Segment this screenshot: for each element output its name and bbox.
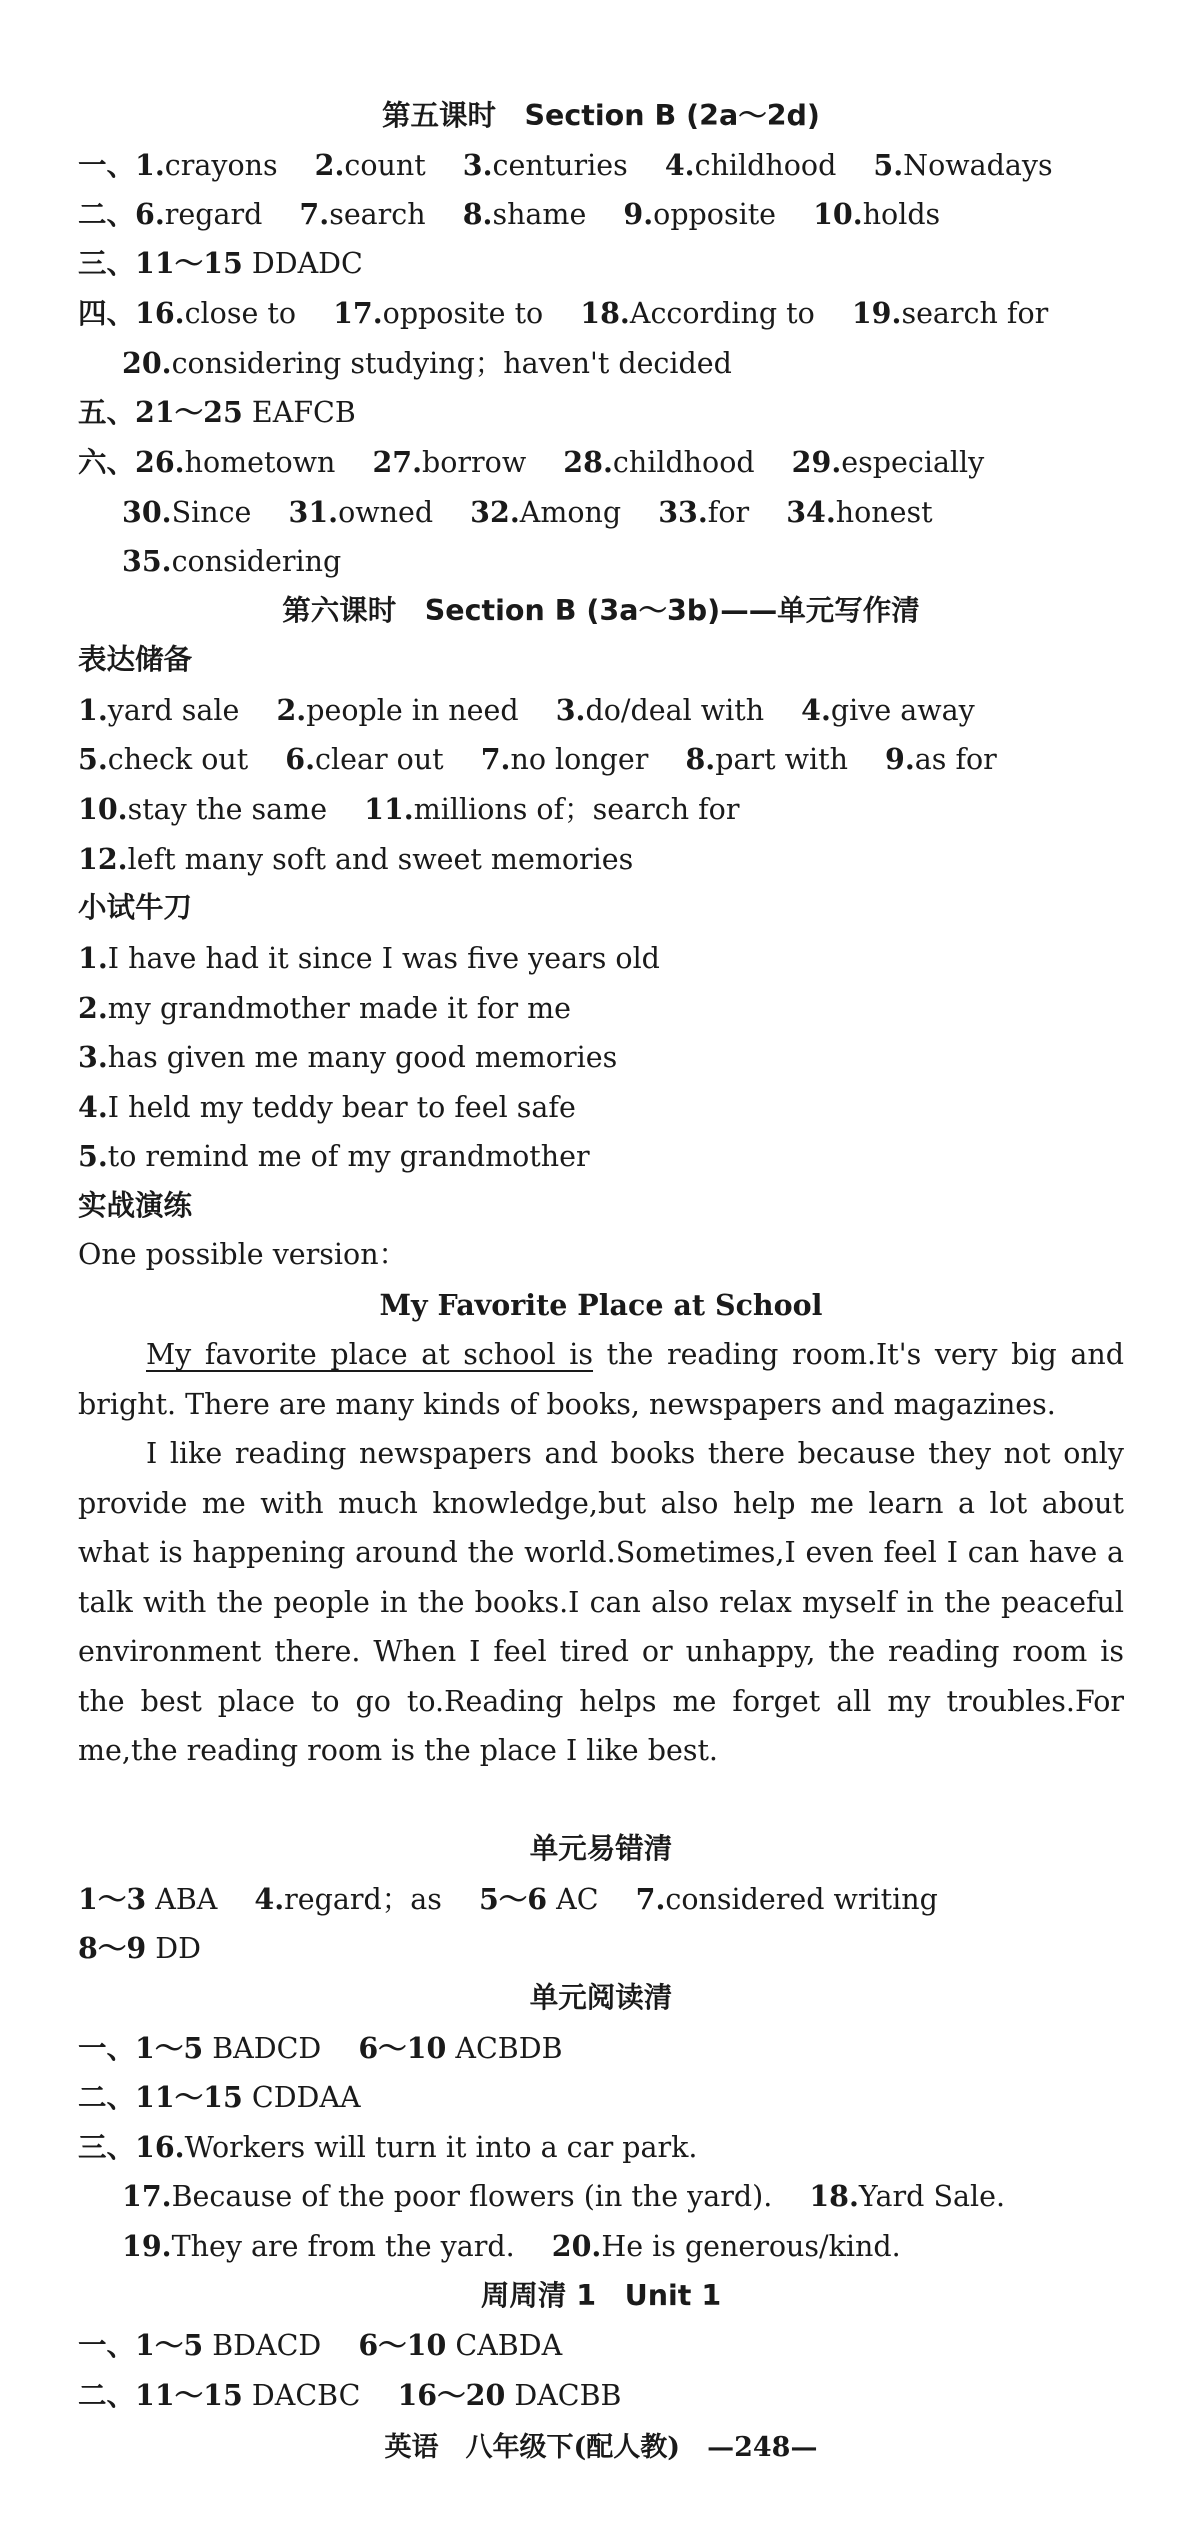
answer-line: 六、26.hometown 27.borrow 28.childhood 29.especially [78,445,985,479]
answer-line: 二、6.regard 7.search 8.shame 9.opposite 10.holds [78,197,941,231]
answer-line: 12.left many soft and sweet memories [78,842,634,876]
answer-line: 二、11～15 DACBC 16～20 DACBB [78,2378,622,2412]
essay-title: My Favorite Place at School [379,1288,823,1322]
section-title: 第六课时 Section B (3a～3b)——单元写作清 [282,594,920,627]
section-title: 单元阅读清 [529,1981,673,2014]
answer-line: 5.check out 6.clear out 7.no longer 8.part with 9.as for [78,742,997,776]
essay-body [78,1330,1124,1776]
subsection-heading: 实战演练 [78,1189,193,1222]
section-title: 第五课时 Section B (2a～2d) [382,99,820,132]
answer-line: 四、16.close to 17.opposite to 18.According to 19.search for [78,296,1049,330]
answer-line: 1.yard sale 2.people in need 3.do/deal with 4.give away [78,693,975,727]
answer-line: 1～3 ABA 4.regard；as 5～6 AC 7.considered writing [78,1882,938,1916]
answer-line: 一、1～5 BADCD 6～10 ACBDB [78,2031,563,2065]
answer-line: 20.considering studying；haven't decided [122,346,732,380]
answer-line: 10.stay the same 11.millions of；search for [78,792,740,826]
version-label: One possible version： [78,1238,408,1271]
answer-line: 五、21～25 EAFCB [78,395,356,429]
page-footer: 英语 八年级下(配人教) —248— [384,2432,818,2463]
essay-paragraph: My favorite place at school is the reading room.It's very big and bright. There are many kinds of books, newspapers and magazines. [78,1338,1124,1421]
answer-line: 8～9 DD [78,1931,201,1965]
answer-line: 17.Because of the poor flowers (in the yard). 18.Yard Sale. [122,2179,1005,2213]
answer-line: 1.I have had it since I was five years old [78,941,660,975]
answer-line: 35.considering [122,544,342,578]
answer-line: 3.has given me many good memories [78,1040,618,1074]
answer-line: 4.I held my teddy bear to feel safe [78,1090,576,1124]
subsection-heading: 小试牛刀 [78,891,193,924]
answer-line: 三、11～15 DDADC [78,246,363,280]
answer-line: 一、1.crayons 2.count 3.centuries 4.childhood 5.Nowadays [78,148,1053,182]
answer-line: 二、11～15 CDDAA [78,2080,361,2114]
subsection-heading: 表达储备 [78,643,193,676]
answer-line: 19.They are from the yard. 20.He is generous/kind. [122,2229,901,2263]
section-title: 单元易错清 [529,1832,673,1865]
underlined-phrase: My favorite place at school is [146,1338,594,1371]
answer-line: 三、16.Workers will turn it into a car park. [78,2130,698,2164]
answer-line: 2.my grandmother made it for me [78,991,572,1025]
section-title: 周周清 1 Unit 1 [480,2279,722,2312]
essay-paragraph: I like reading newspapers and books there because they not only provide me with much knowledge,but also help me learn a lot about what is happening around the world.Sometimes,I even feel I can have a talk with the people in the books.I can also relax myself in the peaceful environment there. When I feel tired or unhappy, the reading room is the best place to go to.Reading helps me forget all my troubles.For me,the reading room is the place I like best. [78,1437,1124,1767]
answer-line: 30.Since 31.owned 32.Among 33.for 34.honest [122,495,933,529]
answer-line: 5.to remind me of my grandmother [78,1139,590,1173]
answer-line: 一、1～5 BDACD 6～10 CABDA [78,2328,563,2362]
